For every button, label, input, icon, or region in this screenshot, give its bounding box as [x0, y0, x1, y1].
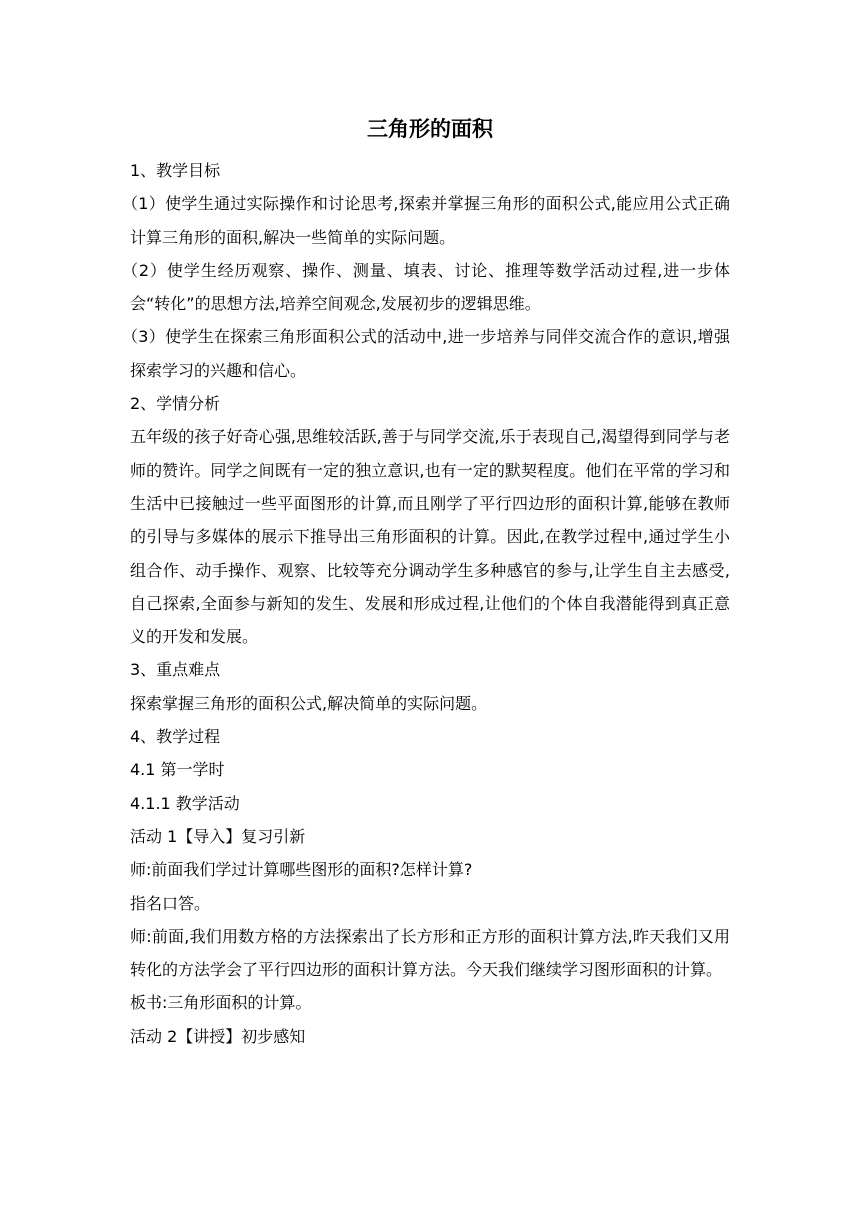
objective-3: （3）使学生在探索三角形面积公式的活动中,进一步培养与同伴交流合作的意识,增强探索学习的兴趣和信心。 — [122, 327, 730, 380]
section-heading-analysis: 2、学情分析 — [130, 394, 221, 414]
blackboard-note: 板书:三角形面积的计算。 — [130, 993, 312, 1013]
document-body — [122, 154, 730, 1053]
subheading-activities: 4.1.1 教学活动 — [130, 793, 240, 813]
section-heading-process: 4、教学过程 — [130, 727, 221, 747]
activity-2-heading: 活动 2【讲授】初步感知 — [130, 1026, 306, 1046]
keypoints-paragraph: 探索掌握三角形的面积公式,解决简单的实际问题。 — [130, 693, 488, 713]
activity-1-heading: 活动 1【导入】复习引新 — [130, 826, 306, 846]
teacher-explanation: 师:前面,我们用数方格的方法探索出了长方形和正方形的面积计算方法,昨天我们又用转化的方法学会了平行四边形的面积计算方法。今天我们继续学习图形面积的计算。 — [130, 926, 730, 980]
objective-1: （1）使学生通过实际操作和讨论思考,探索并掌握三角形的面积公式,能应用公式正确计算三角形的面积,解决一些简单的实际问题。 — [122, 194, 730, 247]
teacher-question: 师:前面我们学过计算哪些图形的面积?怎样计算? — [130, 860, 473, 880]
analysis-paragraph: 五年级的孩子好奇心强,思维较活跃,善于与同学交流,乐于表现自己,渴望得到同学与老师的赞许。同学之间既有一定的独立意识,也有一定的默契程度。他们在平常的学习和生活中已接触过一些平面图形的计算,而且刚学了平行四边形的面积计算,能够在教师的引导与多媒体的展示下推导出三角形面积的计算。因此,在教学过程中,通过学生小组合作、动手操作、观察、比较等充分调动学生多种感官的参与,让学生自主去感受,自己探索,全面参与新知的发生、发展和形成过程,让他们的个体自我潜能得到真正意义的开发和发展。 — [130, 427, 730, 647]
student-answer-note: 指名口答。 — [130, 893, 211, 913]
section-heading-objectives: 1、教学目标 — [130, 161, 221, 180]
page-title: 三角形的面积 — [367, 117, 493, 141]
objective-2: （2）使学生经历观察、操作、测量、填表、讨论、推理等数学活动过程,进一步体会“转化”的思想方法,培养空间观念,发展初步的逻辑思维。 — [122, 260, 730, 314]
subheading-first-lesson: 4.1 第一学时 — [130, 760, 225, 780]
section-heading-keypoints: 3、重点难点 — [130, 660, 221, 680]
